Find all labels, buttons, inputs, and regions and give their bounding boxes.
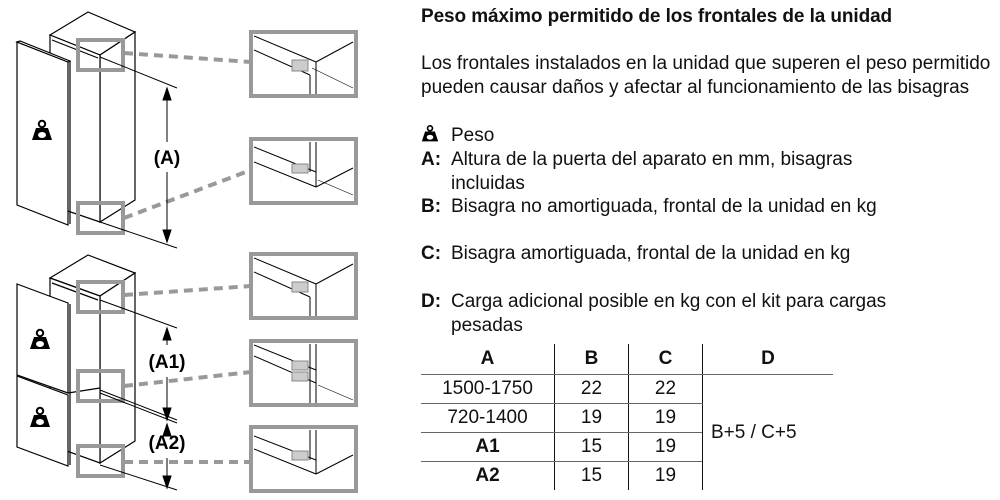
weight-table [421,344,833,490]
col-header-c: C [629,344,703,375]
cell-c: 19 [629,433,703,462]
cell-c: 22 [629,375,703,404]
legend-key: B: [421,196,442,217]
cell-a: A1 [421,433,555,462]
table-row [421,375,833,404]
dimension-label-a2: (A2) [148,433,186,454]
cell-a: 720-1400 [421,404,555,433]
cell-b: 22 [555,375,629,404]
legend-text: Altura de la puerta del aparato en mm, bisagras [451,149,853,170]
cell-a: 1500-1750 [421,375,555,404]
cell-b: 15 [555,433,629,462]
dimension-label-a: (A) [153,148,181,169]
col-header-d: D [703,344,834,375]
legend-text: Carga adicional posible en kg con el kit para cargas [451,291,887,312]
cell-b: 15 [555,462,629,491]
legend-d [421,290,886,338]
cell-c: 19 [629,462,703,491]
legend-key: A: [421,149,442,170]
legend-c [421,242,850,266]
legend-key: C: [421,243,442,264]
col-header-a: A [421,344,555,375]
weight-icon [421,124,439,144]
legend-weight [421,124,494,148]
cell-d: B+5 / C+5 [703,375,834,491]
legend-weight-text: Peso [451,125,495,146]
intro-paragraph: Los frontales instalados en la unidad que superen el peso permitido pueden causar daños y afectar al funcionamiento de las bisagras [421,53,991,98]
cell-c: 19 [629,404,703,433]
section-title: Peso máximo permitido de los frontales de la unidad [421,6,893,27]
cell-b: 19 [555,404,629,433]
legend-text: Bisagra amortiguada, frontal de la unidad en kg [451,243,851,264]
legend-key: D: [421,291,442,312]
col-header-b: B [555,344,629,375]
cell-a: A2 [475,465,500,486]
dimension-label-a1: (A1) [148,352,186,373]
legend-b [421,195,877,219]
legend-text-cont: pesadas [451,315,523,336]
legend-a [421,148,852,196]
legend-text-cont: incluidas [451,173,525,194]
legend-text: Bisagra no amortiguada, frontal de la unidad en kg [451,196,877,217]
installation-diagram [0,0,400,500]
